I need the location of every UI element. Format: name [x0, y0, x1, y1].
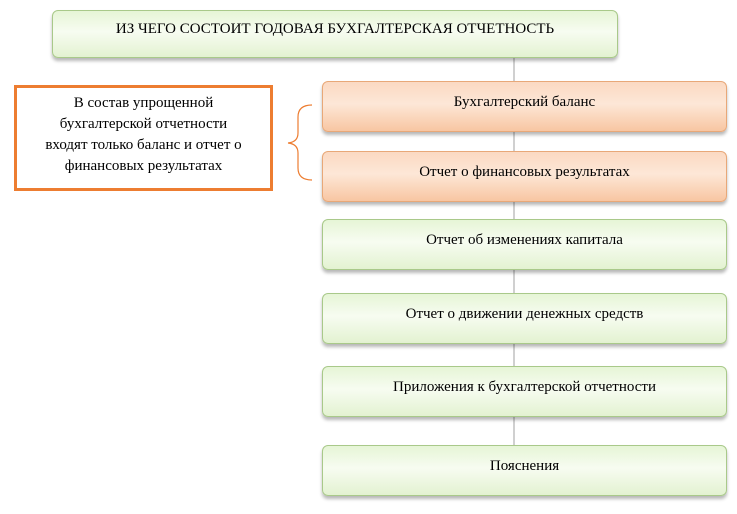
item-explanations: [322, 445, 727, 496]
item-appendices: [322, 366, 727, 417]
item-label: Бухгалтерский баланс: [453, 94, 596, 110]
item-label: Отчет о финансовых результатах: [419, 164, 630, 180]
item-label: Пояснения: [489, 458, 560, 474]
item-capital-changes: [322, 219, 727, 270]
diagram-title: [52, 10, 618, 58]
item-label: Отчет об изменениях капитала: [426, 232, 623, 248]
note-line: входят только баланс и отчет о: [45, 137, 242, 153]
item-label: Приложения к бухгалтерской отчетности: [393, 379, 656, 395]
note-line: бухгалтерской отчетности: [59, 116, 228, 132]
item-label: Отчет о движении денежных средств: [405, 306, 644, 322]
note-line: финансовых результатах: [64, 158, 223, 174]
item-financial-results: [322, 151, 727, 202]
item-balance-sheet: [322, 81, 727, 132]
note-line: В состав упрощенной: [73, 95, 214, 111]
diagram-title-text: ИЗ ЧЕГО СОСТОИТ ГОДОВАЯ БУХГАЛТЕРСКАЯ ОТЧЕТНОСТЬ: [115, 21, 555, 37]
item-cash-flow: [322, 293, 727, 344]
curly-brace: [288, 105, 312, 180]
simplified-reporting-note: [14, 85, 273, 191]
